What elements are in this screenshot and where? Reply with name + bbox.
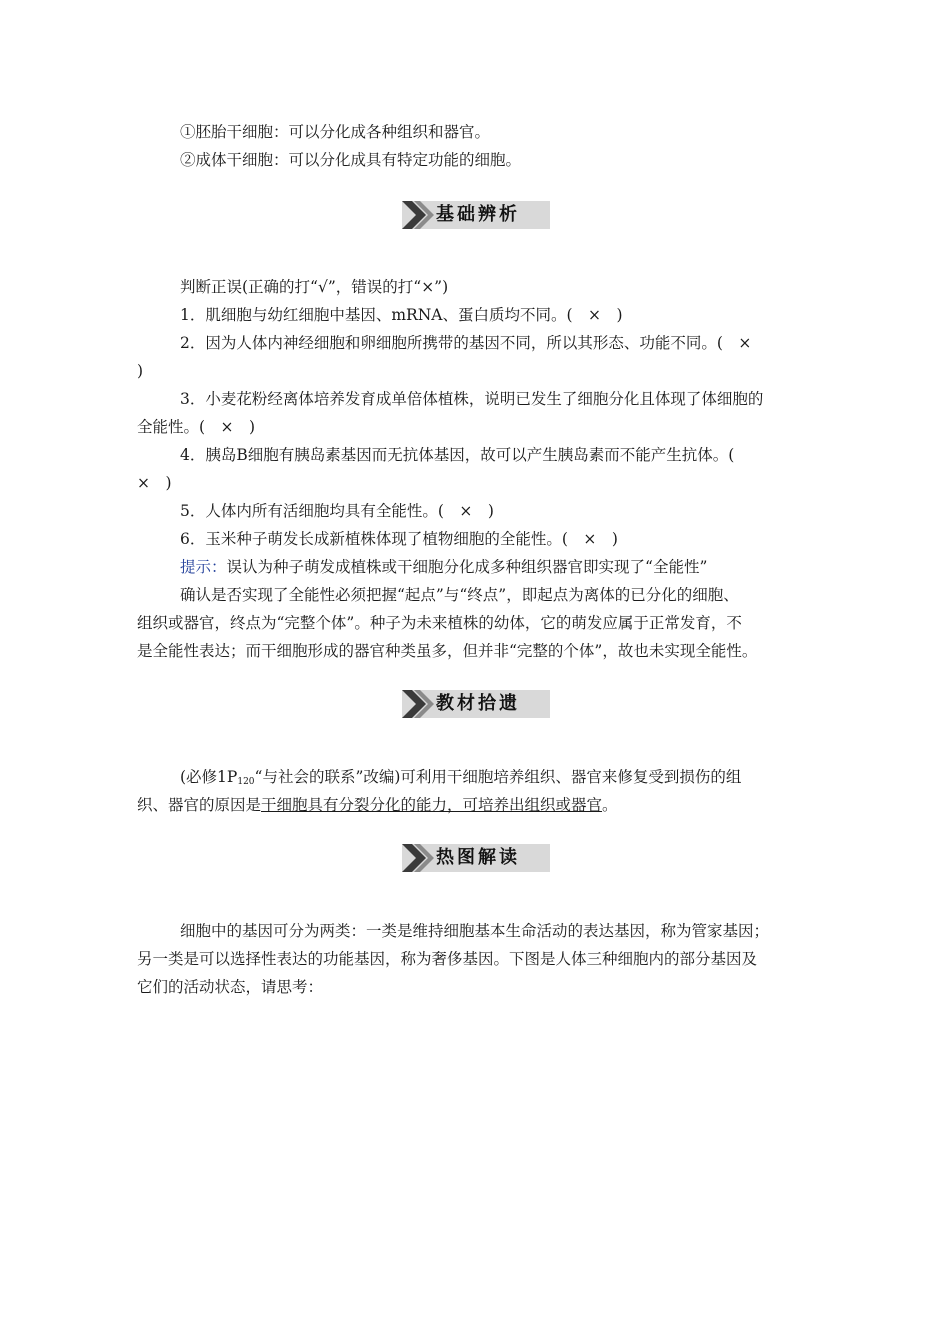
section-title-textbook: 教材拾遗 bbox=[436, 693, 520, 714]
section-banner-textbook bbox=[402, 690, 550, 718]
judge-instruction: 判断正误(正确的打“√”，错误的打“×”) bbox=[180, 278, 449, 296]
explanation-line-3: 是全能性表达；而干细胞形成的器官种类虽多，但并非“完整的个体”，故也未实现全能性。 bbox=[137, 642, 758, 660]
textbook-question-cont: 织、器官的原因是 bbox=[137, 796, 262, 814]
textbook-end-mark: 。 bbox=[602, 796, 618, 814]
hint-text: 误认为种子萌发成植株或干细胞分化成多种组织器官即实现了“全能性” bbox=[226, 558, 708, 576]
explanation-line-2: 组织或器官，终点为“完整个体”。种子为未来植株的幼体，它的萌发应属于正常发育，不 bbox=[137, 614, 742, 632]
section-title-basic: 基础辨析 bbox=[436, 204, 520, 225]
intro-item-1: ①胚胎干细胞：可以分化成各种组织和器官。 bbox=[180, 123, 491, 141]
question-4-cont: × ) bbox=[137, 474, 172, 492]
question-4: 4．胰岛B细胞有胰岛素基因而无抗体基因，故可以产生胰岛素而不能产生抗体。( bbox=[180, 446, 735, 464]
textbook-question: “与社会的联系”改编)可利用干细胞培养组织、器官来修复受到损伤的组 bbox=[254, 768, 742, 786]
question-6: 6．玉米种子萌发长成新植株体现了植物细胞的全能性。( × ) bbox=[180, 530, 618, 548]
section-banner-basic bbox=[402, 201, 550, 229]
question-2: 2．因为人体内神经细胞和卵细胞所携带的基因不同，所以其形态、功能不同。( × bbox=[180, 334, 752, 352]
textbook-page-number: 120 bbox=[237, 777, 255, 787]
hotmap-line-3: 它们的活动状态，请思考： bbox=[137, 978, 324, 996]
intro-item-2: ②成体干细胞：可以分化成具有特定功能的细胞。 bbox=[180, 151, 522, 169]
question-1: 1．肌细胞与幼红细胞中基因、mRNA、蛋白质均不同。( × ) bbox=[180, 306, 623, 324]
hotmap-line-1: 细胞中的基因可分为两类：一类是维持细胞基本生命活动的表达基因，称为管家基因； bbox=[180, 922, 770, 940]
question-3: 3．小麦花粉经离体培养发育成单倍体植株，说明已发生了细胞分化且体现了体细胞的 bbox=[180, 390, 764, 408]
hotmap-line-2: 另一类是可以选择性表达的功能基因，称为奢侈基因。下图是人体三种细胞内的部分基因及 bbox=[137, 950, 758, 968]
textbook-line-1 bbox=[180, 767, 870, 792]
textbook-line-2 bbox=[137, 795, 827, 815]
hint-line bbox=[180, 557, 870, 577]
textbook-source: (必修1P bbox=[180, 768, 238, 786]
hint-label: 提示： bbox=[180, 558, 227, 576]
section-title-hotmap: 热图解读 bbox=[436, 847, 520, 868]
section-banner-hotmap bbox=[402, 844, 550, 872]
question-3-cont: 全能性。( × ) bbox=[137, 418, 256, 436]
question-2-cont: ) bbox=[137, 362, 144, 380]
explanation-line-1: 确认是否实现了全能性必须把握“起点”与“终点”，即起点为离体的已分化的细胞、 bbox=[180, 586, 739, 604]
textbook-answer: 干细胞具有分裂分化的能力，可培养出组织或器官 bbox=[261, 796, 603, 814]
question-5: 5．人体内所有活细胞均具有全能性。( × ) bbox=[180, 502, 494, 520]
